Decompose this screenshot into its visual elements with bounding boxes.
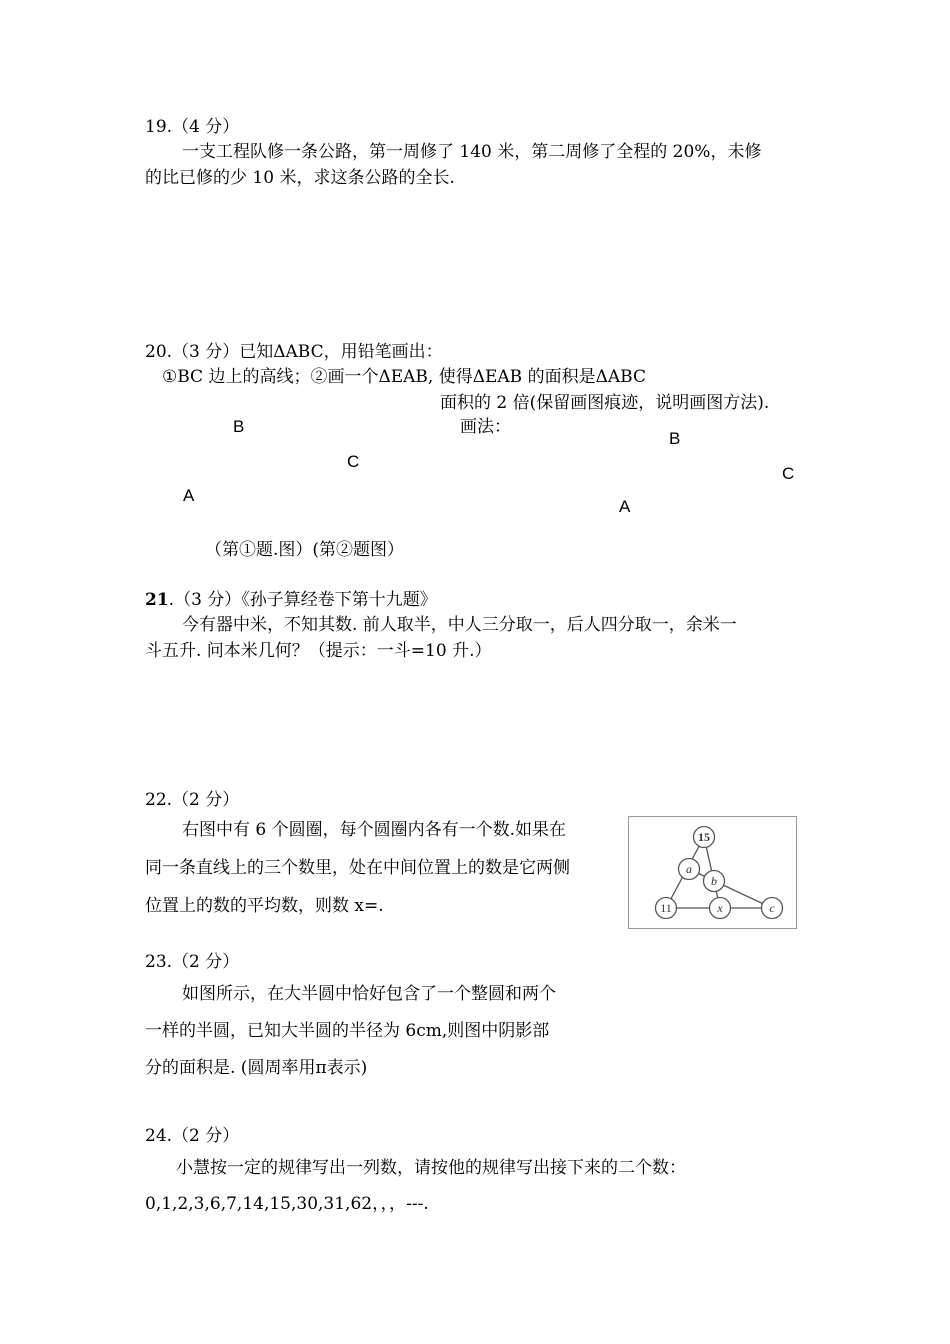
fig2-label-c: C	[782, 464, 795, 483]
q21-heading: .（3 分）《孙子算经卷下第十九题》	[168, 590, 437, 610]
node-b: b	[711, 874, 717, 888]
fig2-label-b: B	[669, 429, 681, 448]
q19-heading: 19.（4 分）	[145, 117, 240, 137]
circle-network-figure	[628, 816, 797, 929]
q21-text-line1: 今有器中米，不知其数. 前人取半，中人三分取一，后人四分取一，余米一	[182, 615, 737, 635]
node-15: 15	[698, 830, 710, 844]
q20-figure-caption: （第①题.图）(第②题图）	[205, 540, 405, 560]
q20-text-line1: ①BC 边上的高线；②画一个ΔEAB, 使得ΔEAB 的面积是ΔABC	[162, 367, 646, 387]
q19-text-line1: 一支工程队修一条公路，第一周修了 140 米，第二周修了全程的 20%，未修	[182, 142, 762, 162]
fig2-label-a: A	[619, 497, 631, 516]
q23-text-line2: 一样的半圆，已知大半圆的半径为 6cm,则图中阴影部	[145, 1021, 550, 1041]
fig1-label-a: A	[183, 486, 195, 505]
q22-text-line1: 右图中有 6 个圆圈，每个圆圈内各有一个数.如果在	[182, 820, 567, 840]
node-11: 11	[660, 901, 672, 915]
q20-text-line2: 面积的 2 倍(保留画图痕迹，说明画图方法).	[440, 393, 770, 413]
fig1-label-b: B	[233, 417, 245, 436]
q24-heading: 24.（2 分）	[145, 1126, 240, 1146]
q21-text-line2: 斗五升. 问本米几何？（提示：一斗=10 升.）	[145, 641, 492, 661]
q24-sequence: 0,1,2,3,6,7,14,15,30,31,62，，，---.	[145, 1194, 429, 1214]
q20-method-label: 画法：	[460, 417, 511, 437]
node-c: c	[769, 901, 775, 915]
q24-text-line1: 小慧按一定的规律写出一列数，请按他的规律写出接下来的二个数：	[176, 1158, 686, 1178]
q23-text-line3: 分的面积是. (圆周率用π表示)	[145, 1058, 368, 1078]
q19-text-line2: 的比已修的少 10 米，求这条公路的全长.	[145, 168, 455, 188]
q22-text-line2: 同一条直线上的三个数里，处在中间位置上的数是它两侧	[145, 858, 570, 878]
fig1-label-c: C	[347, 452, 360, 471]
node-x: x	[717, 901, 723, 915]
q20-heading: 20.（3 分）已知ΔABC，用铅笔画出：	[145, 342, 443, 362]
q21-number: 21	[145, 590, 169, 610]
q22-text-line3: 位置上的数的平均数，则数 x=.	[145, 896, 384, 916]
q22-heading: 22.（2 分）	[145, 790, 240, 810]
q23-text-line1: 如图所示，在大半圆中恰好包含了一个整圆和两个	[182, 984, 556, 1004]
node-a: a	[686, 862, 692, 876]
q23-heading: 23.（2 分）	[145, 952, 240, 972]
